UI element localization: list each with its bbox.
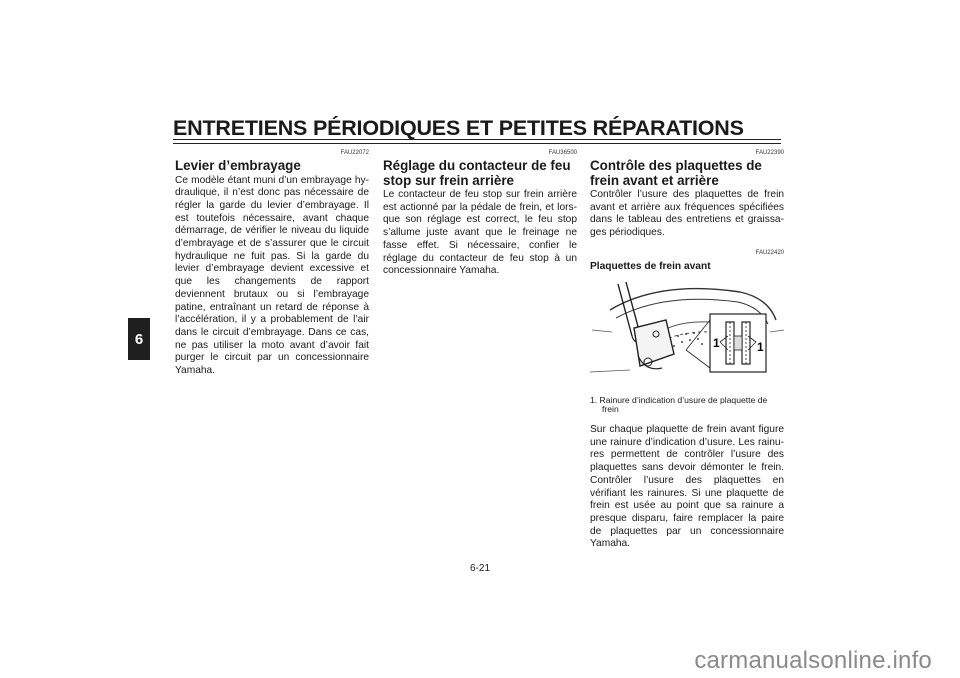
page-number: 6-21 (469, 563, 490, 574)
brake-caliper-drawing (590, 280, 784, 396)
section-heading: Contrôle des plaquettes de frein avant et arrière (590, 158, 762, 188)
section-heading: Levier d’embrayage (175, 158, 301, 173)
section-body: Le contacteur de feu stop sur frein arrière est actionné par la pédale de frein, et lorsque son réglage est correct, le feu stop s’allume juste avant que le freinage ne fasse effet. Si nécessaire, confier le réglage du contacteur de feu stop à un concessionnaire Yamaha. (383, 189, 577, 277)
chapter-tab: 6 (128, 318, 150, 360)
middle-column (383, 150, 577, 278)
watermark: carmanualsonline.info (694, 647, 932, 674)
header-rule-bottom (173, 143, 781, 144)
section-code: FAU22072 (340, 150, 369, 156)
callout-1-left: 1 (713, 335, 720, 350)
subsection-code: FAU22420 (755, 249, 784, 256)
section-code: FAU36500 (548, 150, 577, 156)
subsection-heading: Plaquettes de frein avant (590, 260, 711, 272)
section-body: Ce modèle étant muni d’un embrayage hydraulique, il n’est donc pas nécessaire de régler la garde du levier d’embrayage. Il est toutefois nécessaire, avant chaque démarrage, de vérifier le niveau du liquide d’embrayage et de s’assurer que le circuit hydraulique ne fuit pas. Si la garde du levier d’embrayage devient excessive et que les changements de rapport deviennent brutaux ou si l’embrayage patine, entraînant un retard de réponse à l’accélération, il y a probablement de l’air dans le circuit d’embrayage. Dans ce cas, ne pas utiliser la moto avant d’avoir fait purger le circuit par un concessionnaire Yamaha. (175, 174, 369, 377)
section-heading: Réglage du contacteur de feu stop sur frein arrière (383, 158, 571, 188)
right-column (590, 150, 784, 551)
left-column (175, 150, 369, 378)
brake-pad-illustration (590, 280, 784, 396)
section-body-2: Sur chaque plaquette de frein avant figure une rainure d’indication d’usure. Les rainures permettent de contrôler l’usure des plaquettes sans devoir démonter le frein. Contrôler l’usure des plaquettes en vérifiant les rainures. Si une plaquette de frein est usée au point que sa rainure a presque disparu, faire remplacer la paire de plaquettes par un concessionnaire Yamaha. (590, 424, 784, 550)
page-title: ENTRETIENS PÉRIODIQUES ET PETITES RÉPARATIONS (173, 116, 744, 140)
section-body: Contrôler l’usure des plaquettes de frein avant et arrière aux fréquences spécifiées dans le tableau des entretiens et graissages périodiques. (590, 189, 784, 239)
callout-1-right: 1 (757, 339, 764, 354)
header-rule-top (173, 139, 781, 140)
section-code: FAU22390 (755, 150, 784, 156)
figure-caption: 1. Rainure d’indication d’usure de plaquette de frein (590, 394, 768, 415)
